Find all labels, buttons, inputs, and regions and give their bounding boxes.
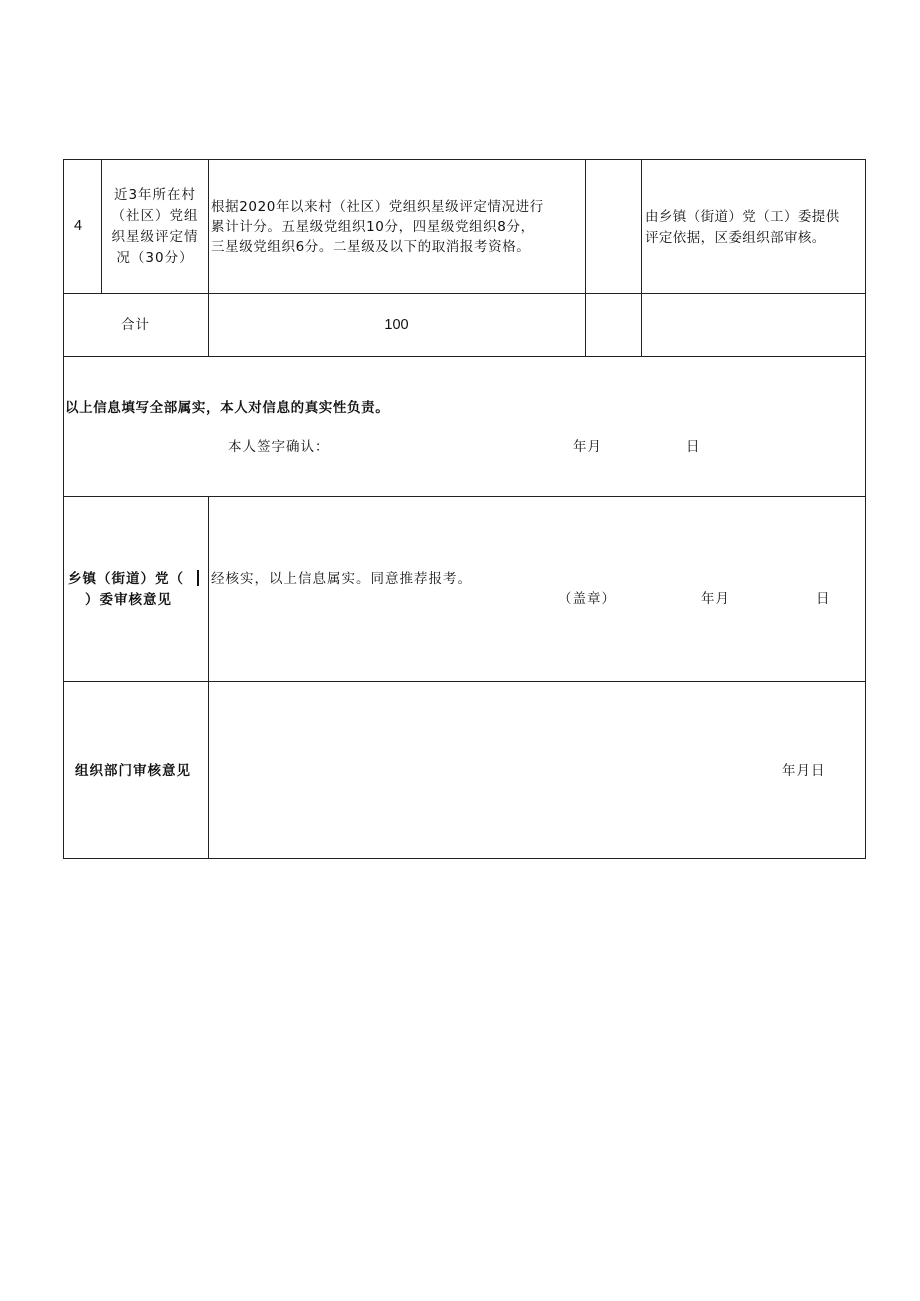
row-divider	[63, 293, 866, 294]
row-divider	[63, 681, 866, 682]
column-divider	[101, 159, 102, 293]
table-top-border	[63, 159, 866, 160]
township-review-label: 乡镇（街道）党（	[68, 571, 184, 587]
item-name-line: 况（30分）	[116, 250, 194, 266]
org-review-label: 组织部门审核意见	[75, 763, 191, 779]
column-divider	[208, 496, 209, 859]
criteria-line: 累计计分。五星级党组织10分，四星级党组织8分，	[211, 219, 535, 235]
signature-day: 日	[686, 439, 701, 455]
signature-label: 本人签字确认：	[228, 439, 330, 455]
item-name-line: （社区）党组	[111, 208, 199, 224]
township-review-label: ）委审核意见	[85, 592, 172, 608]
item-name-line: 织星级评定情	[111, 229, 199, 245]
criteria-line: 三星级党组织6分。二星级及以下的取消报考资格。	[211, 239, 531, 255]
criteria-line: 根据2020年以来村（社区）党组织星级评定情况进行	[211, 199, 544, 215]
bracket-mark	[197, 570, 199, 586]
signature-year-month: 年月	[573, 439, 602, 455]
item-name-line: 近3年所在村	[113, 187, 197, 203]
row-divider	[63, 356, 866, 357]
township-year-month: 年月	[701, 591, 730, 607]
table-right-border	[865, 159, 866, 859]
column-divider	[641, 159, 642, 357]
table-bottom-border	[63, 858, 866, 859]
row-index: 4	[74, 218, 83, 234]
township-opinion: 经核实，以上信息属实。同意推荐报考。	[211, 571, 472, 587]
note-line: 评定依据，区委组织部审核。	[645, 230, 826, 246]
note-line: 由乡镇（街道）党（工）委提供	[645, 209, 840, 225]
table-left-border	[63, 159, 64, 859]
row-divider	[63, 496, 866, 497]
org-review-date: 年月日	[782, 763, 826, 779]
column-divider	[585, 159, 586, 357]
total-label: 合计	[121, 317, 150, 333]
seal-label: （盖章）	[558, 591, 616, 607]
township-day: 日	[816, 591, 831, 607]
declaration-statement: 以上信息填写全部属实，本人对信息的真实性负责。	[65, 400, 390, 416]
total-value: 100	[384, 317, 409, 333]
